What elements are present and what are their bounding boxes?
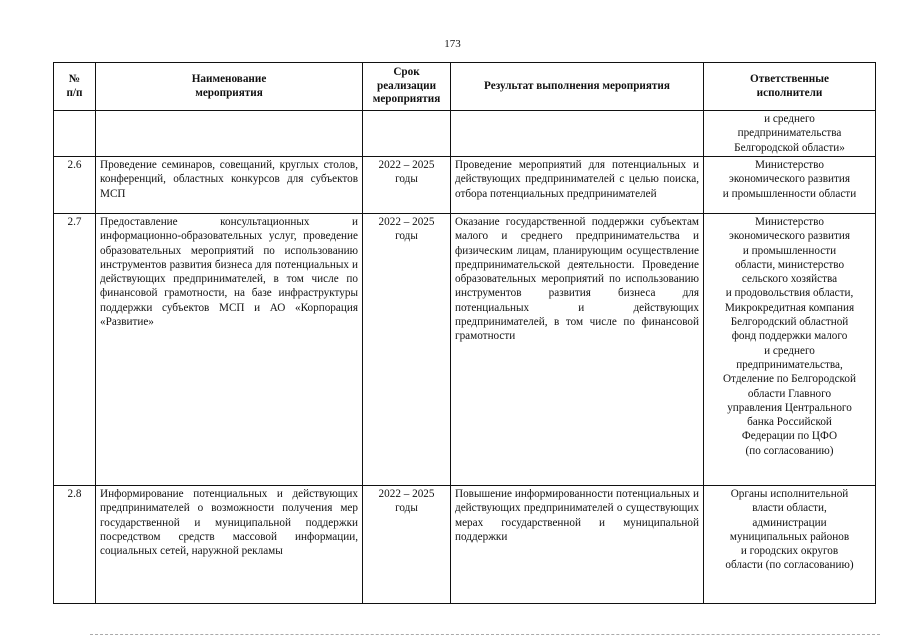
- header-term: Срок реализации мероприятия: [363, 63, 451, 111]
- row-num-cell: 2.6: [54, 157, 96, 214]
- row-responsible-cell: Министерство экономического развития и промышленности области: [704, 157, 876, 214]
- row-result-cell: [451, 111, 704, 157]
- row-result-cell: Проведение мероприятий для потенциальных и действующих предпринимателей с целью поиска, отбора потенциальных предпринимателей: [451, 157, 704, 214]
- row-num-cell: 2.8: [54, 486, 96, 604]
- page-edge-rule: [90, 634, 880, 635]
- table-row-2-6: [54, 157, 876, 214]
- row-result-cell: Оказание государственной поддержки субъектам малого и среднего предпринимательства и физическим лицам, планирующим осуществление предпринимательской деятельности. Проведение образовательных мероприятий по использованию инструментов развития бизнеса для потенциальных и действующих предпринимателей, в том числе по финансовой грамотности: [451, 214, 704, 486]
- row-responsible-cell: Министерство экономического развития и промышленности области, министерство сельского хозяйства и продовольствия области, Микрокредитная компания Белгородский областной фонд поддержки малого и среднего предпринимательства, Отделение по Белгородской области Главного управления Центрального банка Российской Федерации по ЦФО (по согласованию): [704, 214, 876, 486]
- header-result: Результат выполнения мероприятия: [451, 63, 704, 111]
- row-name-cell: Информирование потенциальных и действующих предпринимателей о возможности получения мер государственной и муниципальной поддержки посредством средств массовой информации, социальных сетей, наружной рекламы: [96, 486, 363, 604]
- row-term-cell: 2022 – 2025 годы: [363, 214, 451, 486]
- row-num-cell: 2.7: [54, 214, 96, 486]
- page-number: 173: [444, 38, 461, 50]
- row-responsible-cell: и среднего предпринимательства Белгородской области»: [704, 111, 876, 157]
- row-name-cell: Проведение семинаров, совещаний, круглых столов, конференций, областных конкурсов для субъектов МСП: [96, 157, 363, 214]
- header-responsible: Ответственные исполнители: [704, 63, 876, 111]
- row-num-cell: [54, 111, 96, 157]
- header-name: Наименование мероприятия: [96, 63, 363, 111]
- row-name-cell: Предоставление консультационных и информационно-образовательных услуг, проведение образовательных мероприятий по использованию инструментов развития бизнеса для потенциальных и действующих предпринимателей, в том числе по финансовой грамотности, на базе инфраструктуры поддержки субъектов МСП и АО «Корпорация «Развитие»: [96, 214, 363, 486]
- table-row-2-7: [54, 214, 876, 486]
- table-row-continuation: [54, 111, 876, 157]
- row-term-cell: 2022 – 2025 годы: [363, 157, 451, 214]
- row-term-cell: 2022 – 2025 годы: [363, 486, 451, 604]
- table-header-row: [54, 63, 876, 111]
- measures-table: [53, 62, 876, 604]
- table-row-2-8: [54, 486, 876, 604]
- row-name-cell: [96, 111, 363, 157]
- row-term-cell: [363, 111, 451, 157]
- header-num: № п/п: [54, 63, 96, 111]
- row-responsible-cell: Органы исполнительной власти области, администрации муниципальных районов и городских округов области (по согласованию): [704, 486, 876, 604]
- row-result-cell: Повышение информированности потенциальных и действующих предпринимателей о существующих мерах государственной и муниципальной поддержки: [451, 486, 704, 604]
